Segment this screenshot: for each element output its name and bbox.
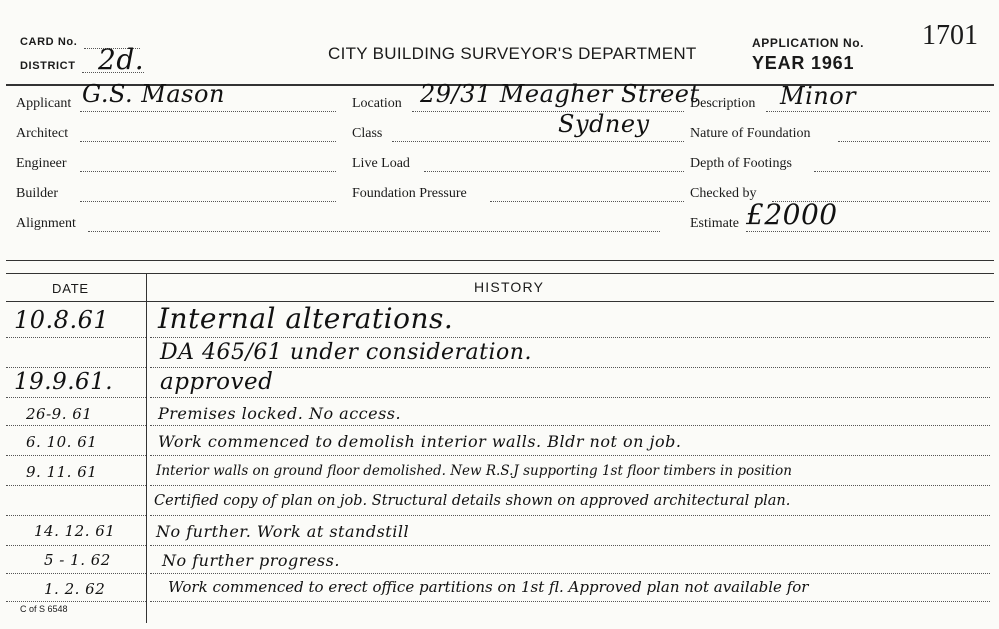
location-value: 29/31 Meagher Street: [420, 80, 700, 108]
row-rule: [150, 515, 990, 516]
row-rule: [150, 601, 990, 602]
description-label: Description: [690, 96, 756, 111]
location-value-line2: Sydney: [558, 110, 650, 138]
history-entry: Work commenced to demolish interior walls. Bldr not on job.: [158, 432, 682, 451]
history-entry: Interior walls on ground floor demolished. New R.S.J supporting 1st floor timbers in position: [156, 463, 792, 479]
district-label: DISTRICT: [20, 60, 76, 72]
row-rule: [150, 397, 990, 398]
row-rule-date: [6, 367, 146, 368]
alignment-label: Alignment: [16, 216, 76, 231]
history-date: 6. 10. 61: [26, 433, 98, 451]
depth-of-footings-label: Depth of Footings: [690, 156, 792, 171]
engineer-label: Engineer: [16, 156, 67, 171]
nature-of-foundation-line: [838, 141, 990, 142]
history-date: 5 - 1. 62: [44, 551, 111, 569]
history-entry: Internal alterations.: [158, 302, 454, 335]
row-rule-date: [6, 485, 146, 486]
card-no-label: CARD No.: [20, 36, 78, 48]
row-rule-date: [6, 397, 146, 398]
applicant-line: [80, 111, 336, 112]
description-value: Minor: [780, 82, 857, 110]
table-header-rule: [6, 301, 994, 302]
row-rule-date: [6, 337, 146, 338]
depth-of-footings-line: [814, 171, 990, 172]
estimate-label: Estimate: [690, 216, 739, 231]
row-rule: [150, 455, 990, 456]
row-rule-date: [6, 515, 146, 516]
date-column-header: DATE: [52, 281, 89, 296]
class-label: Class: [352, 126, 383, 141]
row-rule: [150, 367, 990, 368]
live-load-line: [424, 171, 684, 172]
table-top-rule-2: [6, 273, 994, 274]
application-no-label: APPLICATION No.: [752, 36, 865, 50]
live-load-label: Live Load: [352, 156, 410, 171]
checked-by-label: Checked by: [690, 186, 757, 201]
alignment-line: [88, 231, 660, 232]
architect-line: [80, 141, 336, 142]
department-title: CITY BUILDING SURVEYOR'S DEPARTMENT: [328, 44, 697, 63]
history-entry: Certified copy of plan on job. Structural details shown on approved architectural plan.: [154, 493, 791, 509]
row-rule-date: [6, 425, 146, 426]
row-rule-date: [6, 455, 146, 456]
history-date: 1. 2. 62: [44, 580, 106, 598]
engineer-line: [80, 171, 336, 172]
history-date: 9. 11. 61: [26, 463, 98, 481]
application-no-value: 1701: [922, 20, 978, 51]
row-rule-date: [6, 601, 146, 602]
nature-of-foundation-label: Nature of Foundation: [690, 126, 811, 141]
class-line: [392, 141, 684, 142]
location-label: Location: [352, 96, 402, 111]
history-entry: Premises locked. No access.: [158, 404, 402, 423]
applicant-value: G.S. Mason: [82, 80, 225, 108]
foundation-pressure-line: [490, 201, 684, 202]
row-rule: [150, 337, 990, 338]
history-entry: DA 465/61 under consideration.: [160, 340, 532, 365]
history-entry: Work commenced to erect office partitions on 1st fl. Approved plan not available for: [168, 578, 809, 596]
history-entry: approved: [160, 369, 274, 395]
district-value: 2d.: [98, 43, 145, 76]
history-entry: No further progress.: [162, 551, 340, 570]
history-date: 26-9. 61: [26, 405, 93, 423]
history-date: 10.8.61: [14, 306, 110, 334]
row-rule-date: [6, 545, 146, 546]
estimate-value: £2000: [746, 198, 838, 231]
history-column-header: HISTORY: [474, 279, 545, 295]
builder-line: [80, 201, 336, 202]
history-date: 14. 12. 61: [34, 522, 116, 540]
row-rule: [150, 573, 990, 574]
description-line: [766, 111, 990, 112]
year-label: YEAR 1961: [752, 53, 855, 73]
form-code: C of S 6548: [20, 604, 68, 614]
row-rule: [150, 425, 990, 426]
history-date: 19.9.61.: [14, 369, 114, 395]
builder-label: Builder: [16, 186, 58, 201]
row-rule-date: [6, 573, 146, 574]
applicant-label: Applicant: [16, 96, 72, 111]
architect-label: Architect: [16, 126, 69, 141]
foundation-pressure-label: Foundation Pressure: [352, 186, 467, 201]
history-entry: No further. Work at standstill: [156, 522, 410, 541]
row-rule: [150, 485, 990, 486]
estimate-line: [746, 231, 990, 232]
date-column-divider: [146, 273, 147, 623]
table-top-rule-1: [6, 260, 994, 261]
row-rule: [150, 545, 990, 546]
